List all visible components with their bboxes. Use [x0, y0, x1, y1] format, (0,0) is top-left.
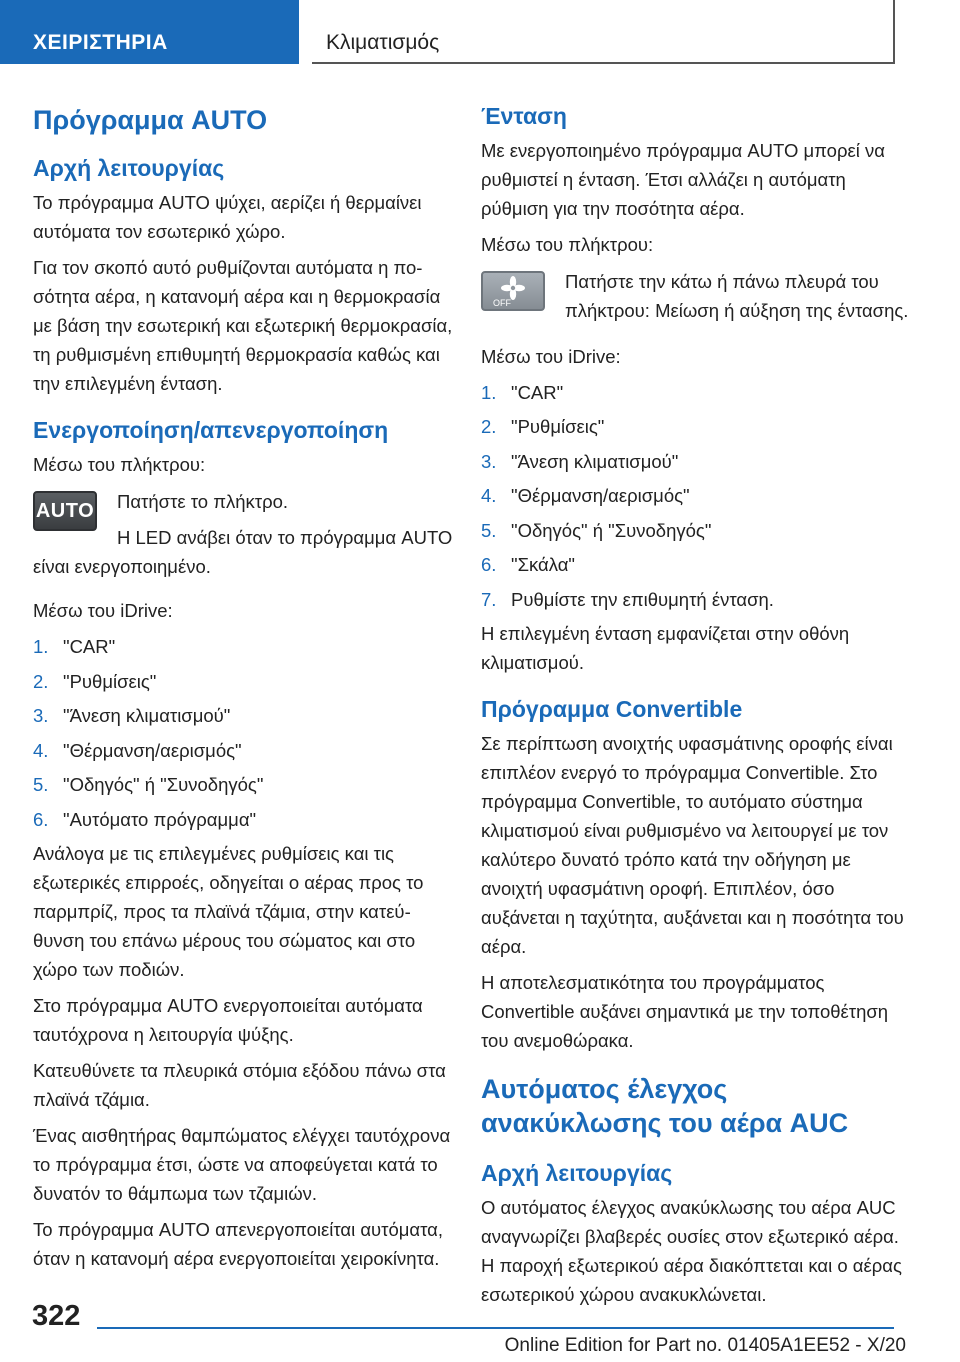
press-fan-text: Πατήστε την κάτω ή πάνω πλευρά του πλήκτρου: Μείωση ή αύξηση της έντασης. — [565, 270, 909, 321]
list-item: 1. "CAR" — [33, 636, 116, 658]
list-item: 5. "Οδηγός" ή "Συνοδηγός" — [481, 519, 712, 541]
led-text: Η LED ανάβει όταν το πρόγραμμα AUTO είναι ενεργοποιημένο. — [33, 527, 453, 578]
list-item: 6. "Αυτόματο πρόγραμμα" — [33, 808, 257, 830]
principle-heading: Αρχή λειτουργίας — [33, 155, 225, 182]
air-direction-paragraph: Ανάλογα με τις επιλεγμένες ρυθμίσεις και τις εξωτερικές επιρροές, οδηγείται ο αέρας προς το παρμπρίζ, προς τα πλαϊνά τζάμια, στην κατεύθυνση του επάνω μέρους του σώματος και στο χώρο των ποδιών. — [33, 843, 424, 981]
press-button-text: Πατήστε το πλήκτρο. — [117, 491, 289, 513]
footer-divider — [97, 1327, 894, 1329]
auto-button-icon: AUTO — [33, 491, 97, 531]
fog-sensor-paragraph: Ένας αισθητήρας θαμπώματος ελέγχει ταυτόχρονα το πρόγραμμα έτσι, ώστε να αποφεύγεται κατά το δυνατόν το θάμπωμα των τζαμιών. — [33, 1125, 451, 1205]
via-idrive-text: Μέσω του iDrive: — [481, 345, 621, 367]
list-item: 5. "Οδηγός" ή "Συνοδηγός" — [33, 774, 264, 796]
principle-paragraph-2: Για τον σκοπό αυτό ρυθμίζονται αυτόματα η ποσότητα αέρα, η κατανομή αέρα και η θερμοκρασία με βάση την εσωτερική και εξωτερική θερμοκρασία, τη ρυθμισμένη επιθυμητή θερμοκρασία καθώς και την επιλεγμένη ένταση. — [33, 257, 453, 395]
activation-heading: Ενεργοποίηση/απενεργοποίηση — [33, 417, 389, 444]
auto-deactivation-paragraph: Το πρόγραμμα AUTO απενεργοποιείται αυτόματα, όταν η κατανομή αέρα ενεργοποιείται χειροκίνητα. — [33, 1219, 443, 1270]
via-button-text: Μέσω του πλήκτρου: — [481, 233, 654, 255]
principle-paragraph-1: Το πρόγραμμα AUTO ψύχει, αερίζει ή θερμαίνει αυτόματα τον εσωτερικό χώρο. — [33, 192, 422, 243]
list-item: 2. "Ρυθμίσεις" — [481, 416, 605, 438]
auto-program-title: Πρόγραμμα AUTO — [33, 105, 268, 135]
section-tab: ΧΕΙΡΙΣΤΗΡΙΑ — [0, 0, 299, 64]
convertible-heading: Πρόγραμμα Convertible — [481, 696, 743, 723]
chapter-title: Κλιματισμός — [312, 0, 895, 64]
list-item: 7. Ρυθμίστε την επιθυμητή ένταση. — [481, 588, 774, 610]
right-column — [481, 100, 911, 1316]
fan-button-icon — [481, 271, 545, 311]
via-button-text: Μέσω του πλήκτρου: — [33, 454, 206, 476]
side-vents-paragraph: Κατευθύνετε τα πλευρικά στόμια εξόδου πάνω στα πλαϊνά τζάμια. — [33, 1060, 446, 1111]
cooling-paragraph: Στο πρόγραμμα AUTO ενεργοποιείται αυτόματα ταυτόχρονα η λειτουργία ψύξης. — [33, 995, 423, 1046]
list-item: 4. "Θέρμανση/αερισμός" — [33, 739, 242, 761]
auc-principle-heading: Αρχή λειτουργίας — [481, 1159, 673, 1186]
list-item: 4. "Θέρμανση/αερισμός" — [481, 485, 690, 507]
intensity-steps-list — [481, 378, 911, 614]
intensity-paragraph: Με ενεργοποιημένο πρόγραμμα AUTO μπορεί να ρυθμιστεί η ένταση. Έτσι αλλάζει η αυτόματη ρύθμιση για την ποσότητα αέρα. — [481, 139, 885, 219]
via-idrive-text: Μέσω του iDrive: — [33, 600, 173, 622]
convertible-paragraph-1: Σε περίπτωση ανοιχτής υφασμάτινης οροφής είναι επιπλέον ενεργό το πρόγραμμα Convertible. Στο πρόγραμμα Convertible, το αυτόματο σύστημα κλιματισμού είναι ρυθμισμένο να λειτουργεί με τον καλύτερο δυνατό τρόπο κατά την οδήγηση με ανοιχτή υφασμάτινη οροφή. Επιπλέον, όσο αυξάνεται η ταχύτητα, αυξάνεται και η ποσότητα του αέρα. — [481, 733, 904, 958]
list-item: 2. "Ρυθμίσεις" — [33, 670, 157, 692]
list-item: 3. "Άνεση κλιματισμού" — [481, 450, 679, 472]
auc-paragraph: Ο αυτόματος έλεγχος ανακύκλωσης του αέρα AUC αναγνωρίζει βλαβερές ουσίες στον εξωτερικό αέρα. Η παροχή εξωτερικού αέρα διακόπτεται και ο αέρας εσωτερικού χώρου ανακυκλώνεται. — [481, 1196, 902, 1305]
list-item: 3. "Άνεση κλιματισμού" — [33, 705, 231, 727]
intensity-heading: Ένταση — [481, 103, 567, 129]
intensity-display-text: Η επιλεγμένη ένταση εμφανίζεται στην οθόνη κλιματισμού. — [481, 623, 850, 674]
convertible-paragraph-2: Η αποτελεσματικότητα του προγράμματος Convertible αυξάνει σημαντικά με την τοποθέτηση του ανεμοθώρακα. — [481, 972, 889, 1052]
auc-title: Αυτόματος έλεγχος ανακύκλωσης του αέρα AUC — [481, 1074, 849, 1139]
list-item: 6. "Σκάλα" — [481, 554, 575, 576]
auto-button-instruction — [33, 487, 453, 588]
off-label: OFF — [493, 297, 511, 308]
idrive-steps-list — [33, 632, 453, 834]
list-item: 1. "CAR" — [481, 381, 564, 403]
edition-text: Online Edition for Part no. 01405A1EE52 - X/20 — [504, 1335, 906, 1356]
left-column — [33, 100, 453, 1280]
fan-button-instruction — [481, 267, 911, 332]
page-number: 322 — [32, 1300, 81, 1332]
